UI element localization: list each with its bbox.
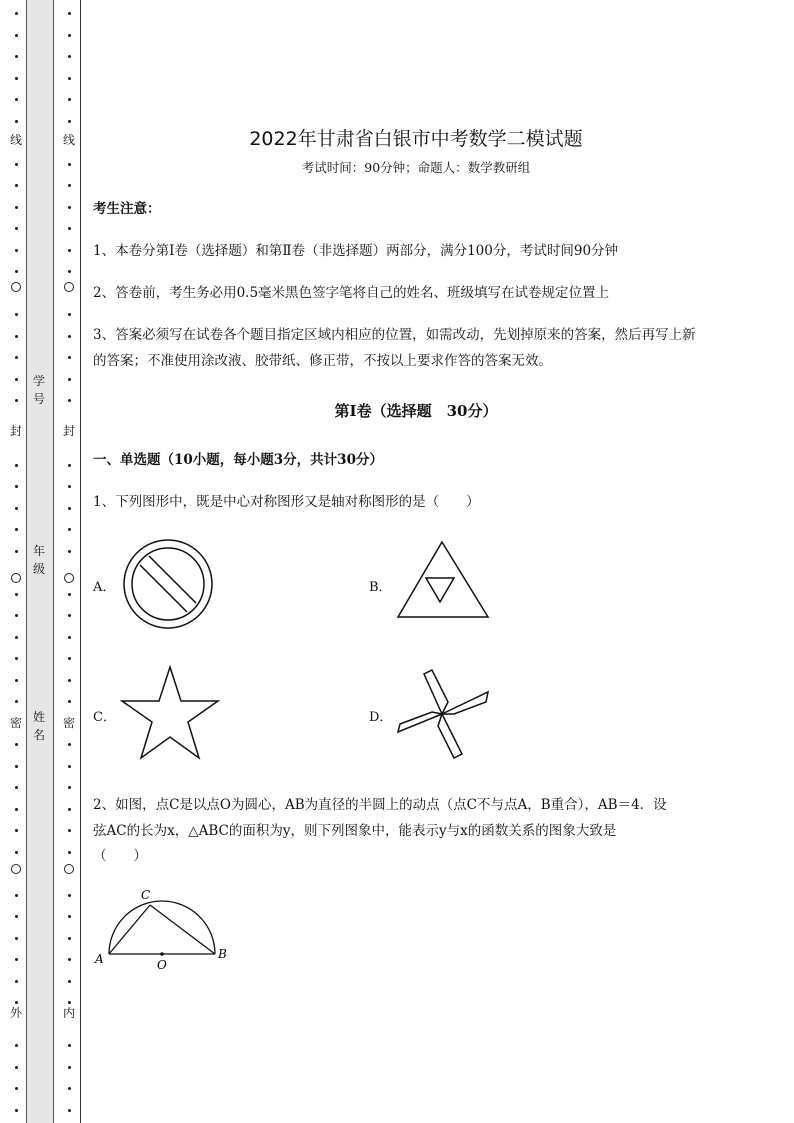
student-info-column xyxy=(26,0,54,1123)
margin-dot xyxy=(68,1087,71,1090)
margin-dot xyxy=(15,786,18,789)
option-c-star-figure xyxy=(120,665,220,761)
notice-item-3-line-2: 的答案；不准使用涂改液、胶带纸、修正带，不按以上要求作答的答案无效。 xyxy=(93,353,552,369)
margin-dot xyxy=(15,980,18,983)
margin-dot xyxy=(68,765,71,768)
margin-dot xyxy=(15,1087,18,1090)
field-name: 姓名 xyxy=(32,710,45,742)
question-1-option-a-label: A． xyxy=(93,580,116,595)
margin-dot xyxy=(68,464,71,467)
margin-dot xyxy=(15,1066,18,1069)
margin-dot xyxy=(15,77,18,80)
margin-dot xyxy=(15,679,18,682)
margin-dot xyxy=(68,829,71,832)
margin-dot xyxy=(15,464,18,467)
question-2-line-2: 弦AC的长为x，△ABC的面积为y，则下列图象中，能表示y与x的函数关系的图象大致是 xyxy=(93,823,617,839)
margin-dot xyxy=(15,528,18,531)
field-grade: 年级 xyxy=(32,544,45,576)
inner-mark-inside: 内 xyxy=(62,1006,75,1020)
point-label-o: O xyxy=(157,958,167,972)
margin-dot xyxy=(68,313,71,316)
margin-dot xyxy=(68,1066,71,1069)
margin-dot xyxy=(15,808,18,811)
margin-circle xyxy=(11,573,21,583)
option-d-pinwheel-figure xyxy=(396,666,490,760)
margin-dot xyxy=(15,98,18,101)
inner-mark-secret: 密 xyxy=(62,716,75,730)
margin-dot xyxy=(68,593,71,596)
point-label-b: B xyxy=(218,947,227,961)
outer-mark-seal: 封 xyxy=(9,424,22,438)
margin-dot xyxy=(68,249,71,252)
margin-dot xyxy=(15,249,18,252)
margin-dot xyxy=(15,227,18,230)
margin-dot xyxy=(68,528,71,531)
margin-dot xyxy=(15,915,18,918)
margin-dot xyxy=(15,614,18,617)
exam-title: 2022年甘肃省白银市中考数学二模试题 xyxy=(249,128,583,150)
margin-dot xyxy=(15,829,18,832)
margin-dot xyxy=(68,915,71,918)
margin-dot xyxy=(68,34,71,37)
margin-dot xyxy=(15,1109,18,1112)
margin-dot xyxy=(15,765,18,768)
question-1-option-c-label: C． xyxy=(93,710,116,725)
margin-dot xyxy=(15,743,18,746)
option-a-no-entry-figure xyxy=(122,538,216,632)
semicircle-figure xyxy=(92,885,237,970)
margin-dot xyxy=(68,657,71,660)
margin-dot xyxy=(15,550,18,553)
margin-dot xyxy=(15,851,18,854)
margin-dot xyxy=(68,335,71,338)
margin-dot xyxy=(15,313,18,316)
margin-dot xyxy=(15,958,18,961)
margin-circle xyxy=(11,282,21,292)
margin-dot xyxy=(68,227,71,230)
margin-dot xyxy=(68,507,71,510)
margin-dot xyxy=(15,399,18,402)
exam-subtitle: 考试时间：90分钟；命题人：数学教研组 xyxy=(301,160,531,175)
outer-mark-line: 线 xyxy=(9,133,22,147)
margin-circle xyxy=(64,573,74,583)
margin-dot xyxy=(15,1001,18,1004)
margin-dot xyxy=(68,937,71,940)
margin-dot xyxy=(68,808,71,811)
inner-binding-strip xyxy=(56,0,81,1123)
notice-item-2: 2、答卷前，考生务必用0.5毫米黑色签字笔将自己的姓名、班级填写在试卷规定位置上 xyxy=(93,285,610,301)
notice-item-3-line-1: 3、答案必须写在试卷各个题目指定区域内相应的位置，如需改动，先划掉原来的答案，然后再写上新 xyxy=(93,327,696,343)
margin-circle xyxy=(11,864,21,874)
margin-dot xyxy=(68,378,71,381)
margin-dot xyxy=(68,1001,71,1004)
question-2-line-3: （ ） xyxy=(93,848,147,864)
inner-mark-seal: 封 xyxy=(62,424,75,438)
margin-dot xyxy=(68,980,71,983)
option-b-nested-triangles-figure xyxy=(396,540,490,620)
margin-dot xyxy=(68,550,71,553)
margin-dot xyxy=(15,34,18,37)
single-choice-heading: 一、单选题（10小题，每小题3分，共计30分） xyxy=(93,452,383,468)
margin-dot xyxy=(68,12,71,15)
margin-dot xyxy=(15,55,18,58)
part-one-title: 第I卷（选择题 30分） xyxy=(334,402,498,420)
margin-dot xyxy=(68,399,71,402)
margin-dot xyxy=(68,356,71,359)
notice-heading: 考生注意： xyxy=(93,201,161,217)
margin-dot xyxy=(68,485,71,488)
margin-dot xyxy=(68,163,71,166)
margin-dot xyxy=(15,507,18,510)
margin-dot xyxy=(15,636,18,639)
margin-dot xyxy=(15,1044,18,1047)
field-student-id: 学号 xyxy=(32,374,45,406)
margin-dot xyxy=(68,851,71,854)
margin-dot xyxy=(68,679,71,682)
margin-dot xyxy=(15,270,18,273)
margin-dot xyxy=(15,700,18,703)
margin-circle xyxy=(64,864,74,874)
margin-dot xyxy=(68,894,71,897)
margin-dot xyxy=(15,593,18,596)
margin-dot xyxy=(15,378,18,381)
margin-dot xyxy=(68,206,71,209)
question-1-option-d-label: D． xyxy=(369,710,393,725)
question-2-line-1: 2、如图，点C是以点O为圆心，AB为直径的半圆上的动点（点C不与点A，B重合），AB＝4．设 xyxy=(93,797,667,813)
margin-dot xyxy=(68,636,71,639)
margin-dot xyxy=(68,55,71,58)
question-1-option-b-label: B． xyxy=(369,580,392,595)
outer-binding-strip xyxy=(6,0,26,1123)
point-label-c: C xyxy=(141,888,151,902)
margin-dot xyxy=(68,1109,71,1112)
margin-dot xyxy=(68,743,71,746)
margin-dot xyxy=(15,120,18,123)
margin-dot xyxy=(15,184,18,187)
margin-dot xyxy=(15,356,18,359)
margin-dot xyxy=(68,700,71,703)
margin-dot xyxy=(68,120,71,123)
margin-dot xyxy=(15,485,18,488)
question-1-stem: 1、下列图形中，既是中心对称图形又是轴对称图形的是（ ） xyxy=(93,494,480,510)
outer-mark-secret: 密 xyxy=(9,716,22,730)
margin-dot xyxy=(68,1044,71,1047)
margin-dot xyxy=(15,335,18,338)
margin-circle xyxy=(64,282,74,292)
outer-mark-outside: 外 xyxy=(9,1006,22,1020)
notice-item-1: 1、本卷分第I卷（选择题）和第Ⅱ卷（非选择题）两部分，满分100分，考试时间90分钟 xyxy=(93,243,619,259)
margin-dot xyxy=(15,206,18,209)
margin-dot xyxy=(68,184,71,187)
margin-dot xyxy=(68,77,71,80)
margin-dot xyxy=(15,937,18,940)
inner-mark-line: 线 xyxy=(62,133,75,147)
margin-dot xyxy=(68,98,71,101)
margin-dot xyxy=(68,786,71,789)
margin-dot xyxy=(68,958,71,961)
margin-dot xyxy=(15,657,18,660)
point-label-a: A xyxy=(95,952,104,966)
margin-dot xyxy=(68,614,71,617)
margin-dot xyxy=(15,163,18,166)
margin-dot xyxy=(15,894,18,897)
margin-dot xyxy=(68,270,71,273)
margin-dot xyxy=(15,12,18,15)
